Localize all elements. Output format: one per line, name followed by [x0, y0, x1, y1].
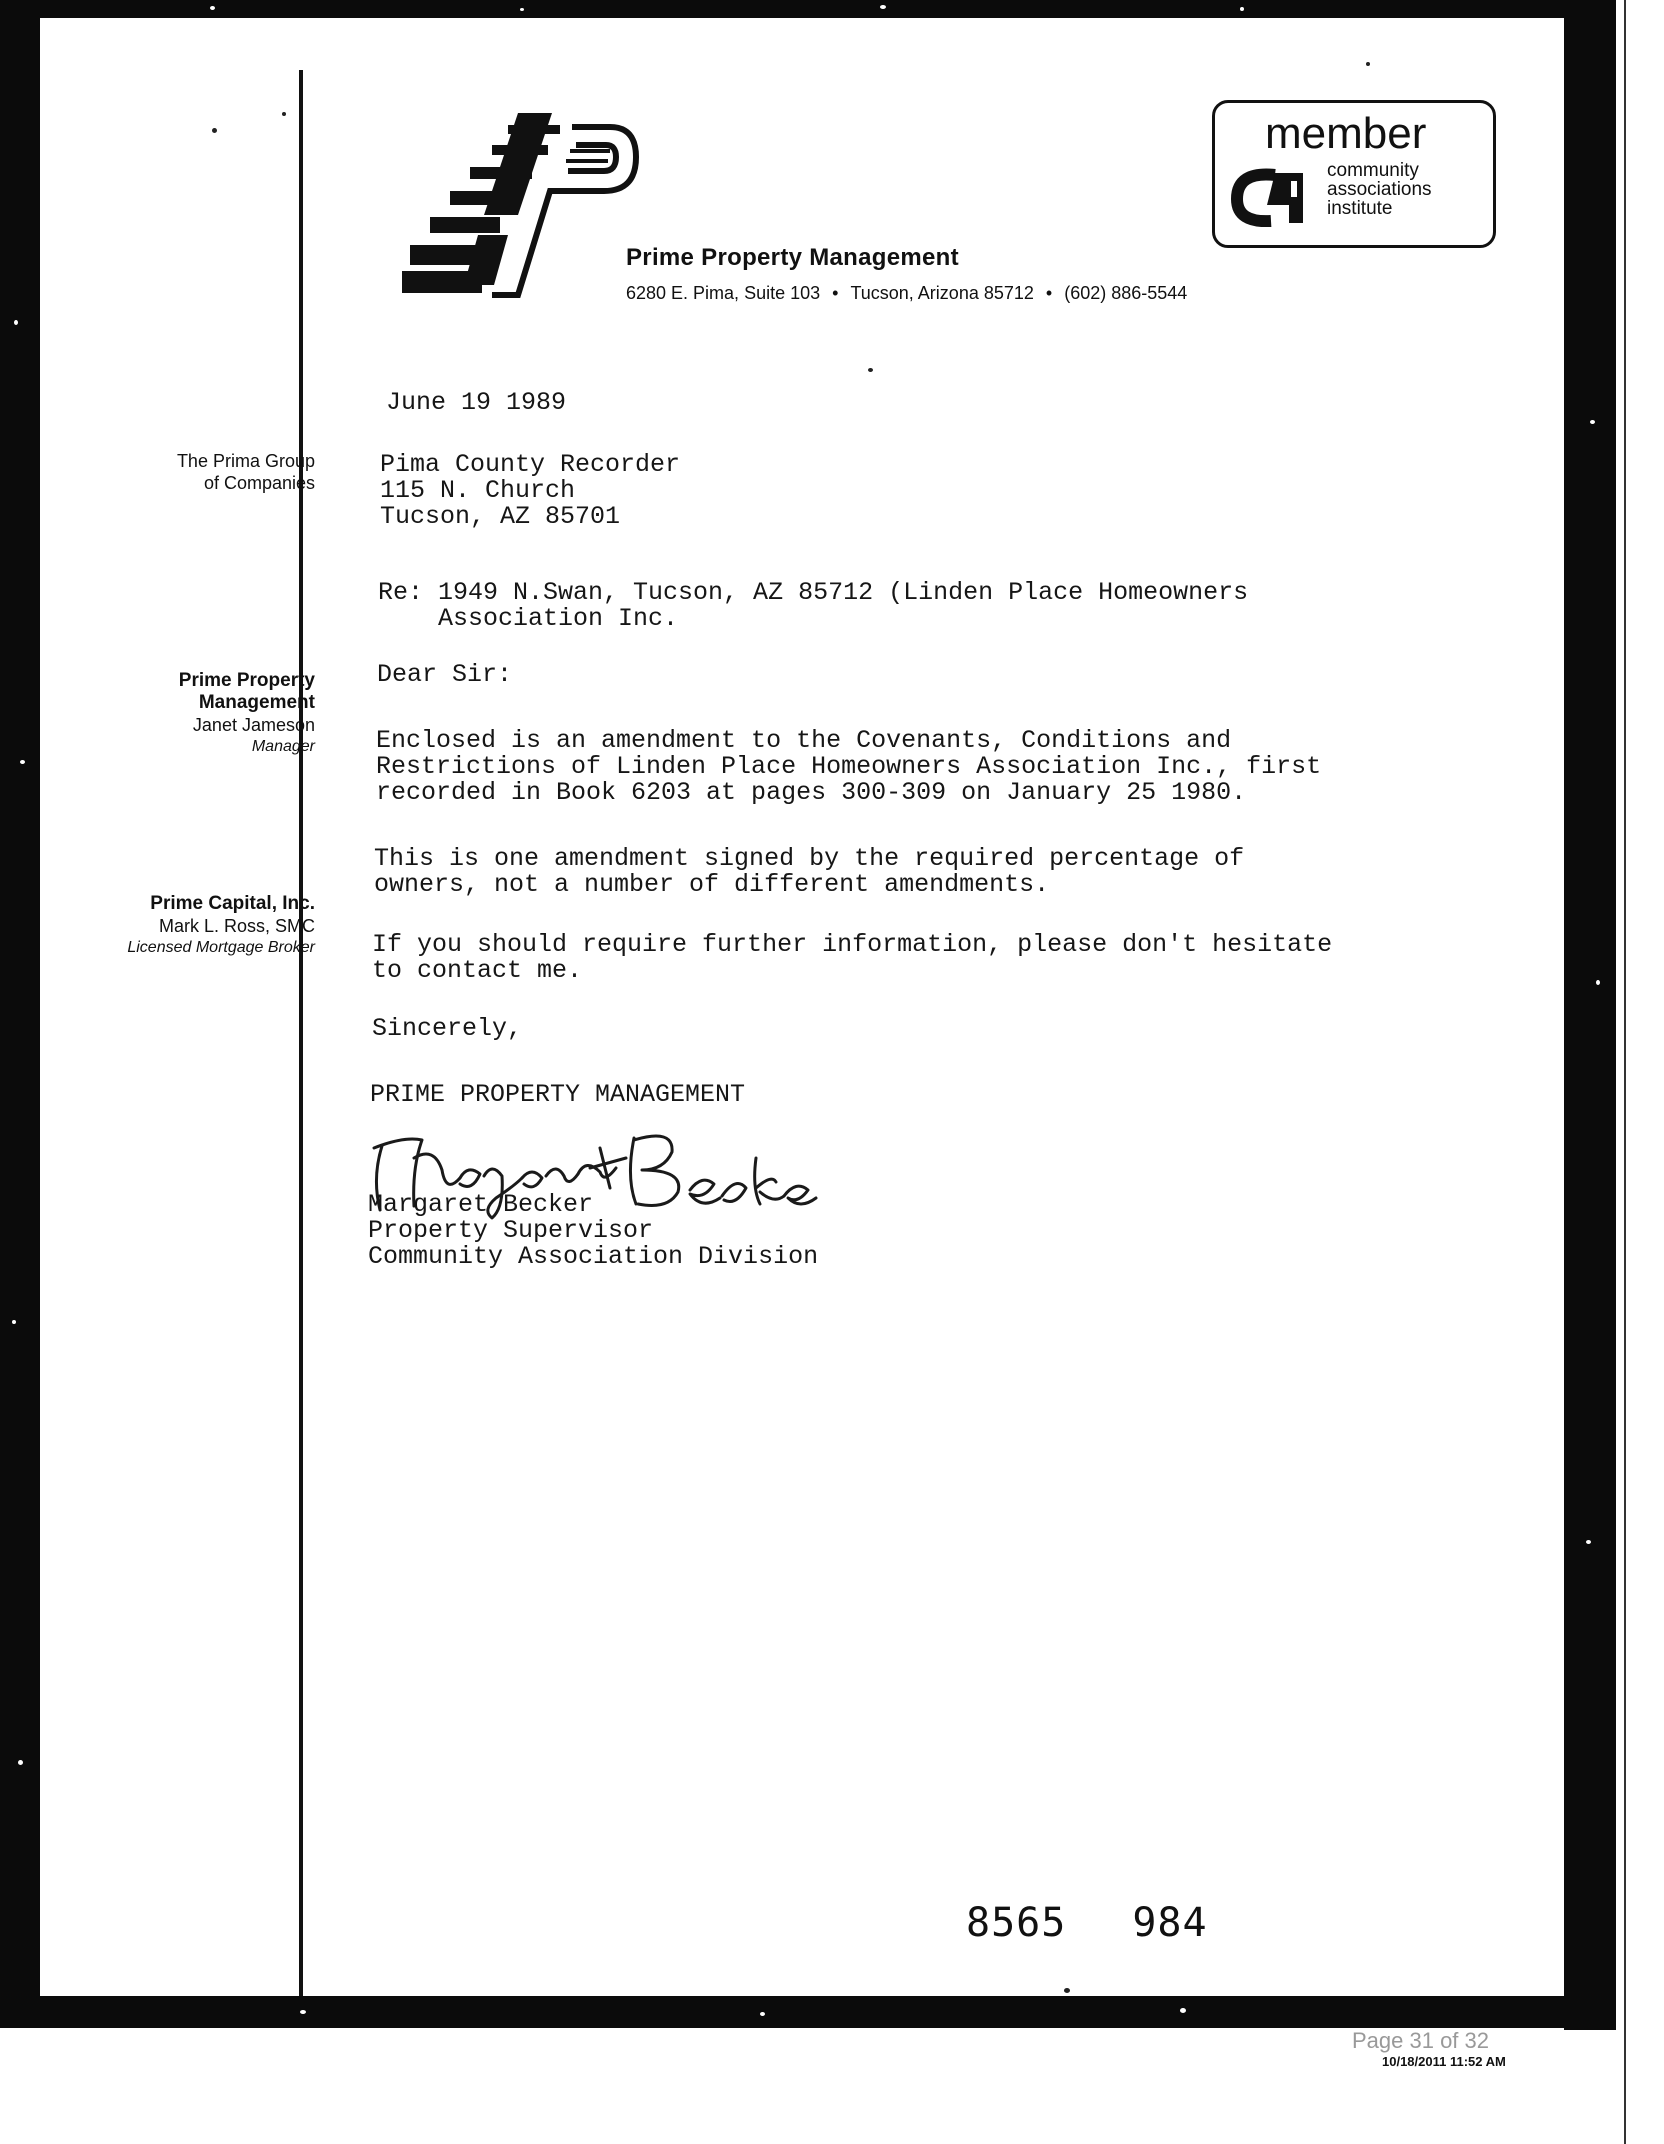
signer-title: Property Supervisor [368, 1216, 654, 1245]
member-label: member [1265, 109, 1427, 158]
scan-noise [1180, 2008, 1186, 2013]
print-timestamp: 10/18/2011 11:52 AM [1382, 2054, 1506, 2069]
scan-noise [520, 8, 524, 11]
scan-noise [868, 368, 873, 372]
phone-number: (602) 886-5544 [1064, 283, 1188, 303]
subject-line: Re: 1949 N.Swan, Tucson, AZ 85712 (Linden Place Homeowners Association Inc. [378, 578, 1249, 633]
closing: Sincerely, [372, 1014, 523, 1043]
scan-noise [12, 1320, 16, 1324]
scan-noise [210, 6, 215, 10]
sidebar-group: The Prima Group of Companies [176, 451, 315, 493]
sidebar-ppm: Prime Property Management Janet Jameson Manager [178, 670, 315, 755]
scan-noise [212, 128, 217, 133]
signer-name: Margaret Becker [368, 1190, 594, 1219]
scan-noise [14, 320, 18, 325]
cai-org-name: community associations institute [1327, 160, 1432, 219]
scan-border-top [0, 0, 1616, 18]
scan-border-bottom [0, 1996, 1616, 2028]
page-counter: Page 31 of 32 [1352, 2028, 1490, 2053]
scan-noise [1064, 1988, 1070, 1993]
member-badge [1212, 100, 1496, 248]
company-name: Prime Property Management [626, 244, 959, 271]
street-address: 6280 E. Pima, Suite 103 [626, 283, 821, 303]
city-address: Tucson, Arizona 85712 [850, 283, 1034, 303]
paragraph-3: If you should require further information, please don't hesitate to contact me. [372, 930, 1333, 985]
recipient-address: Pima County Recorder 115 N. Church Tucson, AZ 85701 [380, 450, 681, 531]
scan-noise [1366, 62, 1370, 66]
scan-noise [300, 2010, 306, 2014]
recording-book: 8565 [966, 1900, 1067, 1946]
bullet-separator: • [832, 283, 839, 303]
company-signature-block: PRIME PROPERTY MANAGEMENT [370, 1080, 746, 1109]
letter-page [40, 18, 1564, 1996]
scan-border-right [1564, 0, 1616, 2030]
bullet-separator: • [1045, 283, 1053, 303]
scan-noise [282, 112, 286, 116]
sidebar-capital: Prime Capital, Inc. Mark L. Ross, SMC Licensed Mortgage Broker [127, 893, 315, 956]
company-address [626, 283, 1187, 304]
signer-division: Community Association Division [368, 1242, 819, 1271]
scan-noise [760, 2012, 765, 2016]
scan-noise [880, 5, 886, 9]
prime-property-management-logo [400, 105, 640, 305]
scan-noise [20, 760, 25, 764]
scan-edge-line [1624, 0, 1626, 2144]
recording-number [966, 1900, 1208, 1946]
letter-date: June 19 1989 [386, 388, 567, 417]
scan-noise [1596, 980, 1600, 985]
scan-noise [18, 1760, 23, 1765]
recording-page: 984 [1132, 1900, 1208, 1946]
sidebar-divider [299, 70, 303, 1996]
salutation: Dear Sir: [377, 660, 513, 689]
paragraph-2: This is one amendment signed by the required percentage of owners, not a number of different amendments. [374, 844, 1245, 899]
scan-noise [1586, 1540, 1591, 1544]
scan-noise [1590, 420, 1595, 424]
scan-noise [1240, 7, 1244, 11]
scan-border-left [0, 0, 40, 2020]
paragraph-1: Enclosed is an amendment to the Covenants, Conditions and Restrictions of Linden Place Homeowners Association Inc., first recorded in Book 6203 at pages 300-309 on January 25 1980. [376, 726, 1322, 807]
signer-block [368, 1192, 818, 1270]
cai-logo [1231, 167, 1311, 227]
